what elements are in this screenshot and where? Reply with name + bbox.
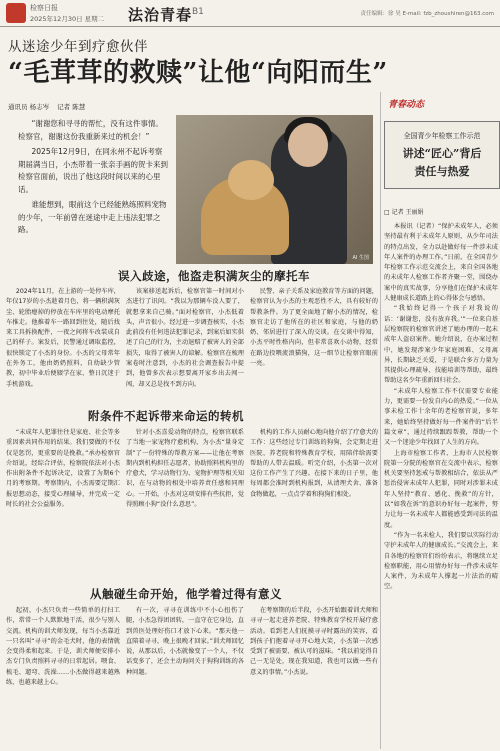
- sidebar-headline-box: [384, 121, 500, 189]
- article-column: 起初，小杰只负责一些简单的打扫工作，常常一个人默默地干活，很少与别人交流。机构的训犬师发现，每当小杰靠近一只名叫“寻寻”的金毛犬时，他的表情就会变得柔和起来。于是，训犬师便安排小杰专门负责照料寻寻的日常起居。喂食、梳毛、遛弯、洗澡……小杰做得越来越熟练，也越来越上心。: [6, 607, 120, 687]
- lead-paragraph: 谁能想到，眼前这个已经能熟练照料宠物的少年，一年前曾在迷途中走上违法犯罪之路。: [18, 200, 167, 234]
- photo-dog-head: [228, 160, 274, 200]
- sidebar-body: [384, 222, 498, 749]
- photo-credit: AI 生图: [352, 255, 369, 261]
- article-column: 民警、亲子关系及家庭教育等方面的问题，检察官认为小杰的主观恶性不大，具有较好的帮教条件。为了更全面地了解小杰的情况，检察官走访了他所在的社区和家庭，与他的奶奶、邻居进行了深入的交谈。在交谈中得知，小杰平时性格内向，但非常喜欢小动物，经常在路边投喂流浪猫狗，这一细节让检察官眼前一亮。: [250, 288, 378, 368]
- page-header: [0, 0, 500, 27]
- article-column: 机构的工作人员耐心地向他介绍了疗愈犬的工作：这些经过专门训练的狗狗，会定期走进医院、养老院和特殊教育学校，用陪伴给需要帮助的人带去温暖。听完介绍，小杰第一次对这份工作产生了兴趣。在接下来的日子里，他每周都会准时到机构报到，从清理犬舍、准备食物做起，一点点学着和狗狗们相处。: [250, 429, 378, 498]
- newspaper-logo-icon: [6, 3, 26, 23]
- article-column: 该案移送起诉后，检察官第一时间对小杰进行了讯问。“我以为那辆车没人要了，就想拿来自己骑。”面对检察官，小杰低着头，声音很小。经过进一步调查核实，小杰此前没有任何违法犯罪记录，到案后如实供述了自己的行为，主动退赔了被害人的全部损失，取得了被害人的谅解。检察官在梳理案卷时注意到，小杰的社会调查报告中提到，他曾多次表示想要离开家乡出去闯一闯，却又总是找不到方向。: [126, 288, 244, 388]
- article-headline: “毛茸茸的救赎”让他“向阳而生”: [8, 58, 388, 88]
- article-photo: [176, 115, 373, 264]
- sidebar-paragraph: “未成年人检察工作不仅需要专业能力，更需要一份发自内心的热爱。”一位从事未检工作十余年的老检察官说，多年来，她始终坚持做好每一件案件的“后半篇文章”，通过持续跟踪帮教，帮助一个又一个迷途少年找回了人生的方向。: [384, 387, 498, 447]
- lead-paragraph: “谢谢您和寻寻的帮忙，没有这件事情。检察官，谢谢这份我重新来过的机会！”: [18, 119, 163, 141]
- sidebar-paragraph: “我始终记得一个孩子对我说的话：‘谢谢您，没有放弃我。’”一位来自基层检察院的检察官讲述了她办理的一起未成年人盗窃案件。她介绍说，在办案过程中，她发现涉案少年家庭困难、父母离异，长期缺乏关爱，于是联合多方力量为其提供心理疏导、技能培训等帮助，最终帮助这名少年重新回归社会。: [384, 305, 498, 385]
- article-kicker: 从迷途少年到疗愈伙伴: [8, 39, 148, 55]
- sidebar-paragraph: “作为一名未检人，我们要以实际行动守护未成年人的健康成长。”交流会上，来自各地的检察官们纷纷表示，将继续立足检察职能，用心用情办好每一件涉未成年人案件，为未成年人撑起一片法治的晴空。: [384, 531, 498, 591]
- article-column: 针对小杰喜爱动物的特点，检察官联系了当地一家宠物疗愈机构，为小杰“量身定制”了一份特殊的帮教方案——让他在考察期内到机构担任志愿者，协助照料机构里的疗愈犬，学习动物行为、宠物护理等相关知识，在与动物的相处中培养责任感和同理心。一开始，小杰对这项安排有些抗拒，觉得照顾小狗“没什么意思”。: [126, 429, 244, 509]
- sidebar-paragraph: 本报讯（记者）“保护未成年人，必须坚持最有利于未成年人原则，从少年司法的特点出发，全力以赴做好每一件涉未成年人案件的办理工作。”日前，在全国青少年检察工作示范交流会上，来自全国各地的未成年人检察工作者齐聚一堂，围绕办案中的真实故事，分享他们在保护未成年人健康成长道路上的心得体会与感悟。: [384, 223, 498, 303]
- section-heading-1: 误入歧途，他盗走积满灰尘的摩托车: [118, 269, 310, 283]
- sidebar-subheadline: 全国青少年检察工作示范: [403, 132, 481, 140]
- section-heading-3: 从触碰生命开始，他学着过得有意义: [90, 587, 282, 601]
- byline-reporter: 记者 陈慧: [57, 103, 86, 111]
- article-column: 有一次，寻寻在训练中不小心扭伤了腿，小杰急得团团转，一直守在它身边，直到兽医处理好伤口才放下心来。“那天他一直陪着寻寻，晚上很晚才回家。”训犬师回忆说，从那以后，小杰就像变了一个人，不仅话变多了，还会主动询问关于狗狗训练的各种问题。: [126, 607, 244, 676]
- photo-person-head: [288, 123, 328, 167]
- byline-correspondent: 通讯员 杨志岑: [8, 103, 50, 111]
- editor-info: 责任编辑：徐 昊 E-mail: fzb_zhoushiren@163.com: [360, 11, 494, 17]
- sidebar-headline-line-1: 讲述“匠心”背后: [402, 147, 482, 160]
- article-byline: [8, 102, 91, 111]
- column-divider: [380, 92, 381, 749]
- sidebar-paragraph: 上海市检察工作者、上海市人民检察院第一分院的检察官在交流中表示，检察机关要坚持惩戒与帮教相结合，依法从严惩治侵害未成年人犯罪，同时对涉罪未成年人坚持“教育、感化、挽救”的方针，以“如我在诉”的意识办好每一起案件，努力让每一名未成年人都能感受到司法的温度。: [384, 449, 498, 529]
- sidebar-label: 青春动态: [388, 100, 425, 110]
- article-column: “未成年人犯罪往往是家庭、社会等多重因素共同作用的结果。我们要做的不仅仅是惩罚，更重要的是挽救。”承办检察官介绍说，经综合评估，检察院依法对小杰作出附条件不起诉决定，设置了为期6个月的考察期。考察期内，小杰需要定期汇报思想动态，接受心理辅导，并完成一定时长的社会公益服务。: [6, 429, 120, 509]
- issue-date: 2025年12月30日 星期二: [30, 15, 105, 23]
- article-column: 在考察期的后半段，小杰开始跟着训犬师和寻寻一起走进养老院、特殊教育学校开展疗愈活动。看到老人们抚摸寻寻时露出的笑容，看到孩子们抱着寻寻开心地大笑，小杰第一次感受到了被需要、被认可的滋味。“我以前觉得自己一无是处，现在我知道，我也可以做一些有意义的事情。”小杰说。: [250, 607, 378, 676]
- page-name: 法治青春: [128, 6, 193, 24]
- sidebar-byline: □ 记者 王丽娟: [384, 209, 424, 216]
- page-number: B1: [192, 7, 204, 17]
- lead-paragraph: 2025年12月9日，在同永州不起诉考察期届满当日，小杰带着一张亲手画的贺卡来到检察官面前，说出了他这段时间以来的心里话。: [18, 147, 168, 194]
- section-heading-2: 附条件不起诉带来命运的转机: [88, 409, 244, 423]
- newspaper-name: 检察日报: [30, 4, 58, 12]
- article-lead: [18, 118, 168, 240]
- sidebar-headline-line-2: 责任与热爱: [414, 165, 470, 178]
- article-column: 2024年11月，在上游的一处停车库，年仅17岁的小杰趁着月色，将一辆积满灰尘、轮胎瘪掉的停放在车库里的电动摩托车推走。他推着车一路回到住处，随后找来工具拆换配件，一夜之间将车改装成自己的样子。案发后，民警通过调取监控，很快锁定了小杰的身份。小杰的父母常年在外务工，他由奶奶照料，自幼缺少管教，初中毕业后便辍学在家，整日沉迷于手机游戏。: [6, 288, 120, 388]
